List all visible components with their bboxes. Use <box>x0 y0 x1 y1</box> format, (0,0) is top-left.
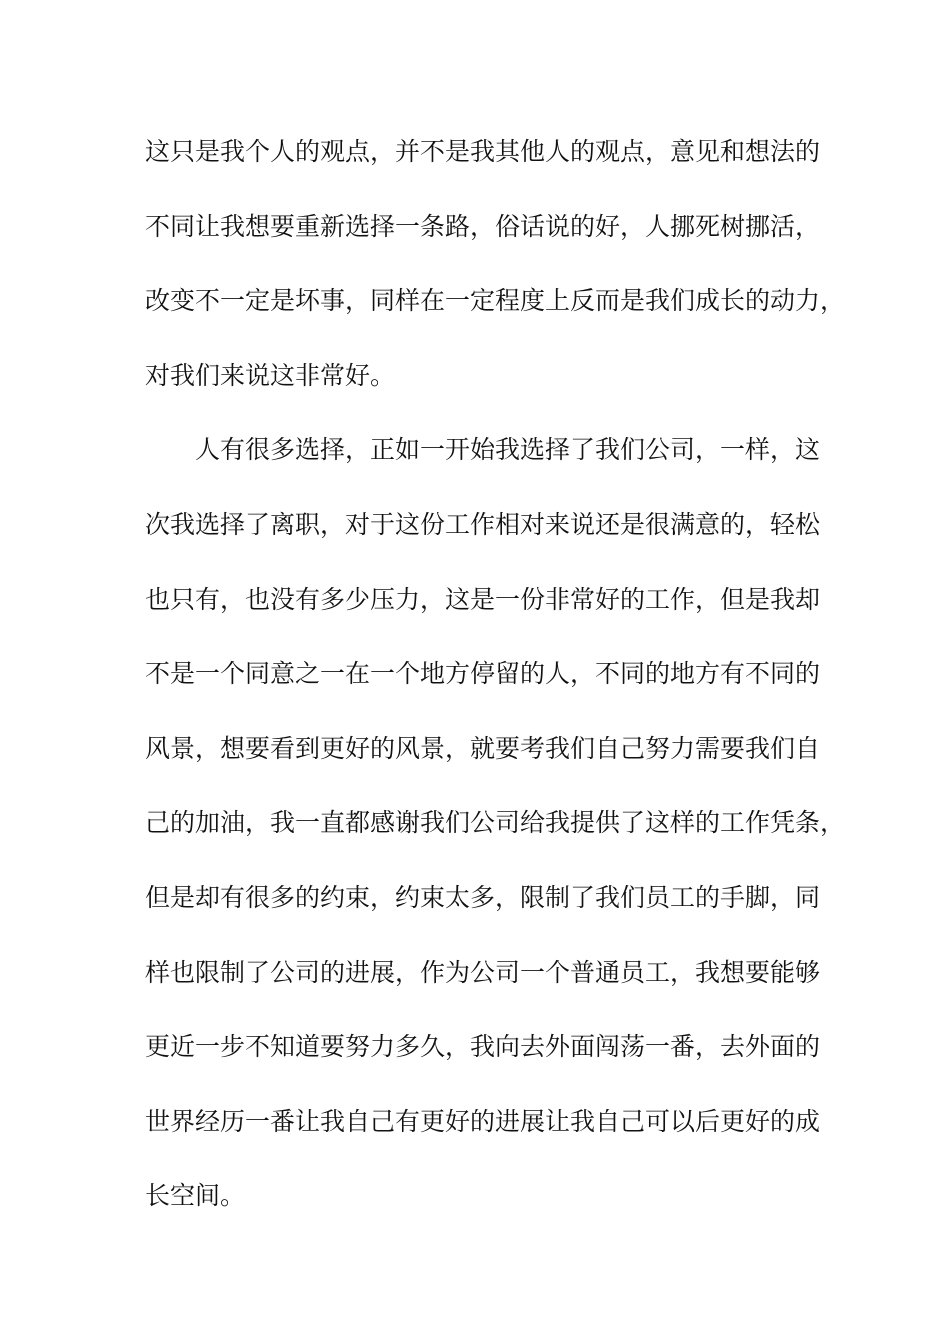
text-line: 也只有，也没有多少压力，这是一份非常好的工作，但是我却 <box>145 584 821 614</box>
text-line: 己的加油，我一直都感谢我们公司给我提供了这样的工作凭条， <box>145 808 846 838</box>
document-body <box>145 127 846 1246</box>
text-line: 长空间。 <box>145 1181 246 1211</box>
text-line: 世界经历一番让我自己有更好的进展让我自己可以后更好的成 <box>145 1106 821 1136</box>
text-line: 对我们来说这非常好。 <box>145 360 396 390</box>
text-line: 这只是我个人的观点，并不是我其他人的观点，意见和想法的 <box>145 137 821 166</box>
text-line: 样也限制了公司的进展，作为公司一个普通员工，我想要能够 <box>145 957 821 987</box>
text-line: 风景，想要看到更好的风景，就要考我们自己努力需要我们自 <box>145 733 821 763</box>
paragraph-1 <box>145 127 846 425</box>
text-line: 改变不一定是坏事，同样在一定程度上反而是我们成长的动力， <box>145 286 846 316</box>
text-line: 更近一步不知道要努力多久，我向去外面闯荡一番，去外面的 <box>145 1032 821 1062</box>
text-line: 不是一个同意之一在一个地方停留的人，不同的地方有不同的 <box>145 659 821 689</box>
paragraph-2 <box>145 425 846 1246</box>
text-line: 人有很多选择，正如一开始我选择了我们公司，一样，这 <box>195 435 821 465</box>
text-line: 但是却有很多的约束，约束太多，限制了我们员工的手脚，同 <box>145 882 821 912</box>
text-line: 次我选择了离职，对于这份工作相对来说还是很满意的，轻松 <box>145 509 821 539</box>
text-line: 不同让我想要重新选择一条路，俗话说的好，人挪死树挪活， <box>145 211 821 241</box>
